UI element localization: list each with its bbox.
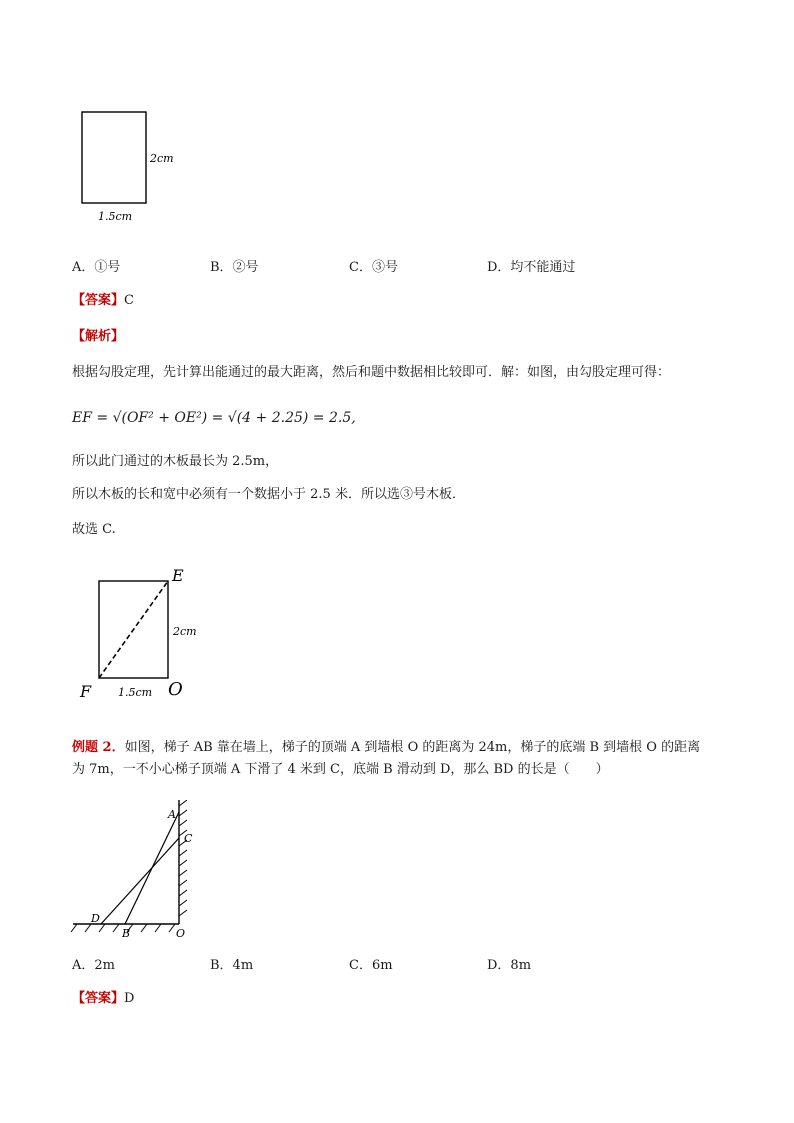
q2-option-d: D．8m	[487, 958, 532, 973]
label-b: B	[122, 927, 131, 940]
door-rect	[82, 112, 146, 203]
analysis-tag: 【解析】	[72, 329, 125, 344]
answer-value: C	[124, 293, 134, 308]
figure-diagonal-rectangle	[70, 560, 220, 705]
example2-text1: 如图，梯子 AB 靠在墙上，梯子的顶端 A 到墙根 O 的距离为 24m，梯子的底端 B 到墙根 O 的距离	[124, 740, 701, 755]
width-label: 1.5cm	[98, 210, 133, 223]
height-label-2: 2cm	[173, 625, 197, 638]
q1-option-d: D．均不能通过	[487, 260, 576, 275]
answer-tag: 【答案】	[72, 293, 125, 308]
analysis-line1: 根据勾股定理，先计算出能通过的最大距离，然后和题中数据相比较即可．解：如图，由勾股定理可得：	[72, 365, 671, 380]
q2-answer	[72, 990, 134, 1008]
wall-hatch	[179, 800, 187, 916]
figure-door-rectangle	[70, 100, 200, 225]
analysis-line2: 所以此门通过的木板最长为 2.5m，	[72, 454, 279, 469]
example2-tag: 例题 2．	[72, 740, 125, 755]
q1-option-c: C．③号	[349, 260, 398, 275]
label-o: O	[168, 679, 183, 700]
analysis-line3: 所以木板的长和宽中必须有一个数据小于 2.5 米．所以选③号木板．	[72, 487, 465, 502]
ladder-cd	[101, 838, 179, 924]
label-d: D	[91, 912, 100, 925]
example2-line2: 为 7m，一不小心梯子顶端 A 下滑了 4 米到 C，底端 B 滑动到 D，那么 BD 的长是（ ）	[72, 762, 609, 777]
q1-answer	[72, 292, 134, 310]
analysis-formula: EF = √(OF² + OE²) = √(4 + 2.25) = 2.5,	[72, 410, 356, 426]
q2-option-b: B．4m	[210, 958, 254, 973]
label-e: E	[172, 566, 184, 585]
q1-option-b: B．②号	[210, 260, 259, 275]
width-label-2: 1.5cm	[118, 686, 153, 699]
q2-option-a: A．2m	[72, 958, 115, 973]
diagonal-ef	[99, 581, 168, 678]
answer2-value: D	[124, 991, 135, 1006]
example2-line1	[72, 739, 700, 757]
q2-option-c: C．6m	[349, 958, 393, 973]
figure-ladder	[65, 800, 215, 945]
label-a: A	[168, 808, 176, 821]
analysis-line4: 故选 C.	[72, 522, 116, 537]
height-label: 2cm	[150, 152, 174, 165]
label-c: C	[184, 832, 193, 845]
label-o-wall: O	[176, 927, 186, 940]
answer2-tag: 【答案】	[72, 991, 125, 1006]
q1-option-a: A．①号	[72, 260, 121, 275]
label-f: F	[80, 682, 92, 701]
